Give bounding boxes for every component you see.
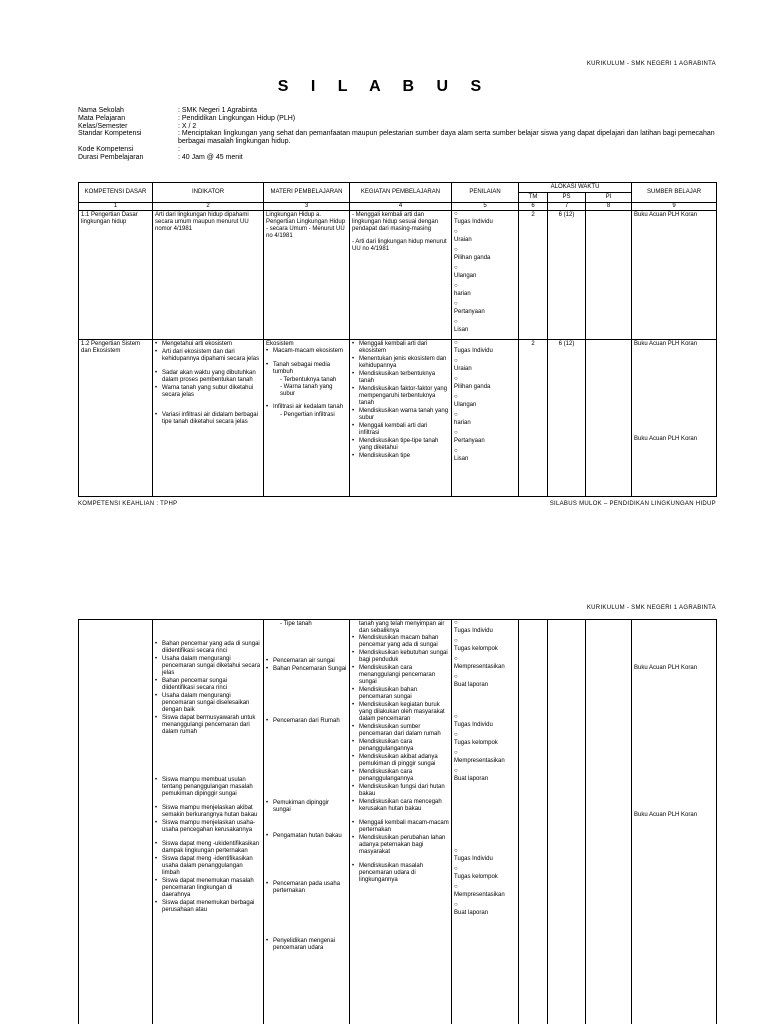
- kegiatan-cell: [350, 340, 452, 497]
- materi-cell: Lingkungan Hidup a. Pengertian Lingkungan Hidup - secara Umum - Menurut UU no 4/1981: [264, 211, 350, 340]
- materi-item: • Macam-macam ekosistem: [266, 348, 347, 355]
- indikator-item: • Siswa dapat menemukan berbagai perusahaan atau: [155, 900, 261, 914]
- penilaian-item: ○ Pilihan ganda: [454, 248, 516, 262]
- info-block: [78, 107, 718, 162]
- info-row: [78, 107, 718, 115]
- penilaian-cell: [452, 340, 519, 497]
- col-header-pi: PI: [586, 193, 632, 203]
- info-row: [78, 115, 718, 123]
- info-label: Mata Pelajaran: [78, 114, 126, 122]
- col-header-materi: MATERI PEMBELAJARAN: [264, 183, 350, 203]
- penilaian-cell: [452, 620, 519, 1024]
- kegiatan-item: • Mendiskusikan cara menanggulangi pencemaran sungai: [352, 665, 449, 686]
- page-gap: [0, 535, 768, 588]
- indikator-item: • Siswa dapat bermusyawarah untuk menanggulangi pencemaran dari dalam rumah: [155, 715, 261, 736]
- kegiatan-item: • Menentukan jenis ekosistem dan kehidupannya: [352, 356, 449, 370]
- materi-sub: - Pengertian infiltrasi: [280, 412, 335, 418]
- pi-cell: [586, 340, 632, 497]
- table-header-row: [79, 183, 717, 193]
- info-row: [78, 154, 718, 162]
- pi-cell: [586, 620, 632, 1024]
- col-number: 8: [586, 203, 632, 211]
- penilaian-cell: [452, 211, 519, 340]
- indikator-item: • Warna tanah yang subur diketahui secara jelas: [155, 385, 261, 399]
- page-header: KURIKULUM - SMK NEGERI 1 AGRABINTA: [586, 61, 716, 67]
- info-label: Kelas/Semester: [78, 122, 128, 130]
- kegiatan-item: tanah yang telah menyimpan air dan sebaliknya: [359, 621, 445, 634]
- penilaian-item: ○ harian: [454, 284, 516, 298]
- info-label: Nama Sekolah: [78, 107, 124, 114]
- col-header-sumber: SUMBER BELAJAR: [632, 183, 717, 203]
- info-label: Kode Kompetensi: [78, 145, 134, 153]
- penilaian-item: ○ Mempresentasikan: [454, 657, 516, 671]
- sumber-cell: [632, 340, 717, 497]
- col-header-indikator: INDIKATOR: [153, 183, 264, 203]
- indikator-cell: [153, 340, 264, 497]
- page-title: S I L A B U S: [277, 78, 491, 95]
- indikator-item: • Siswa mampu menjelaskan usaha-usaha pencegahan kerusakannya: [155, 820, 261, 834]
- col-number: 9: [632, 203, 717, 211]
- indikator-item: • Siswa dapat menemukan masalah pencemaran lingkungan di daerahnya: [155, 878, 261, 899]
- col-header-kd: KOMPETENSI DASAR: [79, 183, 153, 203]
- col-header-penilaian: PENILAIAN: [452, 183, 519, 203]
- info-value: : 40 Jam @ 45 menit: [178, 153, 243, 161]
- footer-right: SILABUS MULOK – PENDIDIKAN LINGKUNGAN HIDUP: [549, 501, 716, 507]
- penilaian-item: ○ Mempresentasikan: [454, 751, 516, 765]
- indikator-item: • Siswa mampu membuat usulan tentang penanggulangan masalah pemukiman dipinggir sungai: [155, 777, 261, 798]
- materi-item: • Pencemaran dari Rumah: [266, 718, 347, 725]
- kegiatan-item: • Mendiskusikan sumber pencemaran dari dalam rumah: [352, 724, 449, 738]
- sumber-item: Buku Acuan PLH Koran: [634, 436, 698, 442]
- materi-sub: - Tipe tanah: [280, 621, 312, 627]
- materi-sub: - Warna tanah yang subur: [280, 384, 333, 397]
- indikator-item: • Bahan pencemar sungai diidentifikasi secara rinci: [155, 678, 261, 692]
- col-header-kegiatan: KEGIATAN PEMBELAJARAN: [350, 183, 452, 203]
- sumber-item: Buku Acuan PLH Koran: [634, 812, 698, 818]
- syllabus-table-continued: [78, 619, 717, 1024]
- kegiatan-item: • Mendiskusikan tipe-tipe tanah yang diketahui: [352, 438, 449, 452]
- info-value: : Pendidikan Lingkungan Hidup (PLH): [178, 114, 296, 122]
- indikator-item: • Variasi infiltrasi air didalam berbagai tipe tanah diketahui secara jelas: [155, 412, 261, 426]
- kegiatan-item: • Mendiskusikan cara penanggulangannya: [352, 769, 449, 783]
- indikator-item: • Siswa mampu menjelaskan akibat semakin berkurangnya hutan bakau: [155, 805, 261, 819]
- kegiatan-item: • Menggali kembali arti dari infiltrasi: [352, 423, 449, 437]
- materi-item: • Infiltrasi air kedalam tanah: [266, 404, 347, 411]
- penilaian-item: ○ Lisan: [454, 449, 516, 463]
- footer-left: KOMPETENSI KEAHLIAN : TPHP: [78, 501, 178, 507]
- kegiatan-item: • Mendiskusikan cara penanggulangannya: [352, 739, 449, 753]
- column-number-row: [79, 203, 717, 211]
- info-row: [78, 130, 718, 146]
- kd-cell: 1.1 Pengertian Dasar lingkungan hidup: [79, 211, 153, 340]
- kegiatan-item: • Mendiskusikan terbentuknya tanah: [352, 371, 449, 385]
- kegiatan-item: • Mendiskusikan kebutuhan sungai bagi penduduk: [352, 650, 449, 664]
- indikator-cell: Arti dari lingkungan hidup dipahami secara umum maupun menurut UU nomor 4/1981: [153, 211, 264, 340]
- indikator-item: • Arti dari ekosistem dan dari kehidupannya dipahami secara jelas: [155, 349, 261, 363]
- sumber-item: Buku Acuan PLH Koran: [634, 341, 698, 347]
- kegiatan-item: • Mendiskusikan macam bahan pencemar yang ada di sungai: [352, 635, 449, 649]
- col-number: 1: [79, 203, 153, 211]
- indikator-cell: [153, 620, 264, 1024]
- penilaian-item: ○ Buat laporan: [454, 769, 516, 783]
- materi-item: • Pemukiman dipinggir sungai: [266, 800, 347, 814]
- table-row: [79, 620, 717, 1024]
- materi-item: • Pencemaran air sungai: [266, 658, 347, 665]
- penilaian-item: ○ Ulangan: [454, 266, 516, 280]
- syllabus-table: [78, 182, 717, 497]
- info-value: : Menciptakan lingkungan yang sehat dan pemanfaatan maupun pelestarian sumber daya alam serta sumber belajar siswa yang dapat dipelajari dan latihan bagi pemecahan berbagai masalah lingkungan hidup.: [178, 130, 715, 146]
- ps-cell: 6 (12): [548, 211, 586, 340]
- kegiatan-item: • Menggali kembali macam-macam perternakan: [352, 820, 449, 834]
- materi-cell: [264, 340, 350, 497]
- penilaian-item: ○ Pertanyaan: [454, 302, 516, 316]
- indikator-item: • Siswa dapat meng -ukidentifikasikan dampak lingkungan perternakan: [155, 841, 261, 855]
- penilaian-item: ○ Tugas Individu: [454, 715, 516, 729]
- indikator-item: • Usaha dalam mengurangi pencemaran sungai diketahui secara jelas: [155, 656, 261, 677]
- materi-item: • Pengamatan hutan bakau: [266, 833, 347, 840]
- kegiatan-item: • Mendiskusikan bahan pencemaran sungai: [352, 687, 449, 701]
- kegiatan-item: • Mendiskusikan perubahan lahan adanya peternakan bagi masyarakat: [352, 835, 449, 856]
- penilaian-item: ○ Mempresentasikan: [454, 885, 516, 899]
- col-header-ps: PS: [548, 193, 586, 203]
- kegiatan-item: • Mendiskusikan kegiatan buruk yang dilakukan oleh masyarakat dalam pencemaran: [352, 702, 449, 723]
- col-number: 4: [350, 203, 452, 211]
- penilaian-item: ○ Lisan: [454, 320, 516, 334]
- tm-cell: [519, 620, 548, 1024]
- materi-item: • Bahan Pencemaran Sungai: [266, 666, 347, 673]
- penilaian-item: ○ Ulangan: [454, 395, 516, 409]
- kegiatan-cell: [350, 211, 452, 340]
- indikator-item: • Sadar akan waktu yang dibutuhkan dalam proses pembentukan tanah: [155, 370, 261, 384]
- info-row: [78, 146, 718, 154]
- penilaian-item: ○ Pertanyaan: [454, 431, 516, 445]
- kegiatan-item: • Mendiskusikan faktor-faktor yang mempengaruhi terbentuknya tanah: [352, 386, 449, 407]
- penilaian-item: ○ Uraian: [454, 230, 516, 244]
- indikator-item: • Bahan pencemar yang ada di sungai diidentifikasi secara rinci: [155, 641, 261, 655]
- penilaian-item: ○ harian: [454, 413, 516, 427]
- info-label: Durasi Pembelajaran: [78, 153, 144, 161]
- materi-item: • Pencemaran pada usaha perternakan: [266, 881, 347, 895]
- materi-item: • Penyelidikan mengenai pencemaran udara: [266, 938, 347, 952]
- kegiatan-cell: [350, 620, 452, 1024]
- ps-cell: 6 (12): [548, 340, 586, 497]
- sumber-cell: [632, 620, 717, 1024]
- col-number: 2: [153, 203, 264, 211]
- kegiatan-item: - Menggali kembali arti dan lingkungan hidup sesuai dengan pendapat dari masing-masing: [352, 212, 439, 232]
- materi-item: • Tanah sebagai media tumbuh: [266, 362, 347, 376]
- info-value: : X / 2: [178, 122, 197, 130]
- kegiatan-item: • Menggali kembali arti dari ekosistem: [352, 341, 449, 355]
- kegiatan-item: • Mendiskusikan masalah pencemaran udara di lingkungannya: [352, 863, 449, 884]
- materi-sub: - Terbentuknya tanah: [280, 377, 337, 383]
- penilaian-item: ○ Uraian: [454, 359, 516, 373]
- penilaian-item: ○ Tugas Individu: [454, 621, 516, 635]
- ps-cell: [548, 620, 586, 1024]
- page-header: KURIKULUM - SMK NEGERI 1 AGRABINTA: [586, 605, 716, 611]
- indikator-item: • Usaha dalam mengurangi pencemaran sungai diselesaikan dengan baik: [155, 693, 261, 714]
- kegiatan-item: • Mendiskusikan tipe: [352, 453, 449, 460]
- pi-cell: [586, 211, 632, 340]
- tm-cell: 2: [519, 211, 548, 340]
- penilaian-item: ○ Buat laporan: [454, 675, 516, 689]
- info-row: [78, 123, 718, 131]
- col-number: 5: [452, 203, 519, 211]
- info-label: Standar Kompetensi: [78, 130, 142, 138]
- penilaian-item: ○ Tugas Individu: [454, 849, 516, 863]
- info-value: :: [178, 145, 180, 153]
- table-row: [79, 340, 717, 497]
- kegiatan-item: • Mendiskusikan akibat adanya pemukiman di pinggir sungai: [352, 754, 449, 768]
- col-header-alokasi: ALOKASI WAKTU: [519, 183, 632, 193]
- page-2: [0, 588, 768, 1024]
- kd-cell: 1.2 Pengertian Sistem dan Ekosistem: [79, 340, 153, 497]
- kegiatan-item: • Mendiskusikan warna tanah yang subur: [352, 408, 449, 422]
- penilaian-item: ○ Tugas Individu: [454, 212, 516, 226]
- col-number: 6: [519, 203, 548, 211]
- penilaian-item: ○ Buat laporan: [454, 903, 516, 917]
- indikator-item: • Siswa dapat meng -identifikasikan usaha dalam penanggulangan limbah: [155, 856, 261, 877]
- info-value: : SMK Negeri 1 Agrabinta: [178, 107, 257, 114]
- tm-cell: 2: [519, 340, 548, 497]
- col-number: 7: [548, 203, 586, 211]
- sumber-item: Buku Acuan PLH Koran: [634, 665, 698, 671]
- materi-item: Ekosistem: [266, 341, 294, 347]
- kegiatan-item: • Mendiskusikan fungsi dari hutan bakau: [352, 784, 449, 798]
- col-header-tm: TM: [519, 193, 548, 203]
- penilaian-item: ○ Tugas kelompok: [454, 733, 516, 747]
- penilaian-item: ○ Tugas kelompok: [454, 639, 516, 653]
- indikator-item: • Mengetahui arti ekosistem: [155, 341, 261, 348]
- penilaian-item: ○ Pilihan ganda: [454, 377, 516, 391]
- penilaian-item: ○ Tugas Individu: [454, 341, 516, 355]
- kd-cell: [79, 620, 153, 1024]
- col-number: 3: [264, 203, 350, 211]
- kegiatan-item: • Mendiskusikan cara mencegah kerusakan hutan bakau: [352, 799, 449, 813]
- table-row: [79, 211, 717, 340]
- sumber-cell: Buku Acuan PLH Koran: [632, 211, 717, 340]
- materi-cell: [264, 620, 350, 1024]
- kegiatan-item: - Arti dari lingkungan hidup menurut UU no 4/1981: [352, 239, 447, 252]
- penilaian-item: ○ Tugas kelompok: [454, 867, 516, 881]
